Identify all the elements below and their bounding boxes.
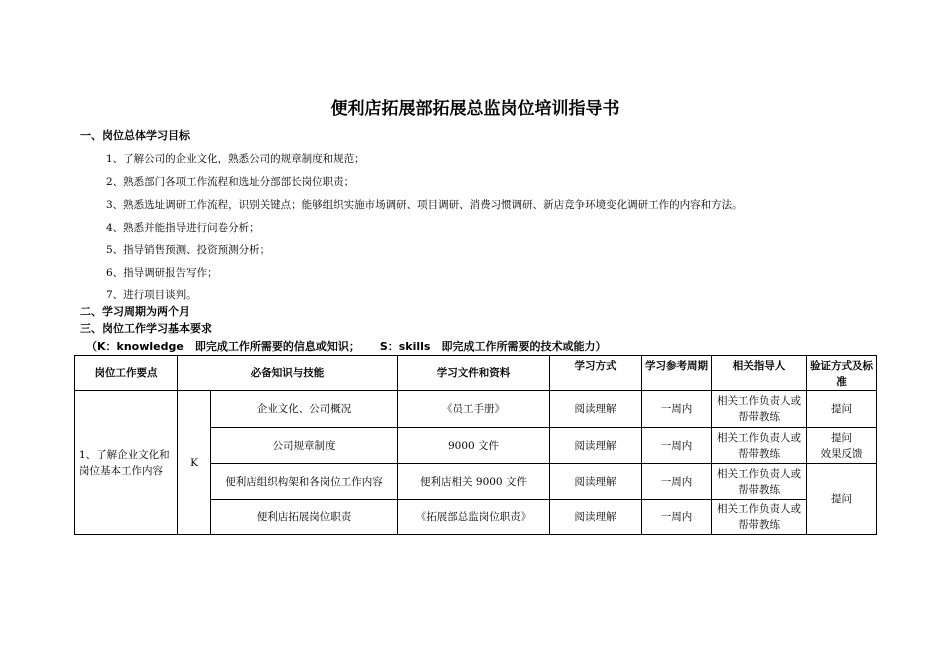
goal-item: 4、熟悉并能指导进行问卷分析； bbox=[106, 222, 260, 234]
header-guide: 相关指导人 bbox=[712, 356, 807, 391]
header-docs: 学习文件和资料 bbox=[398, 356, 550, 391]
table-header-row bbox=[75, 356, 877, 391]
period-cell: 一周内 bbox=[642, 391, 712, 428]
goal-item: 6、指导调研报告写作； bbox=[106, 267, 218, 279]
goal-item: 7、进行项目谈判。 bbox=[106, 289, 197, 301]
section-2-heading: 二、学习周期为两个月 bbox=[80, 305, 190, 318]
knowledge-cell: 便利店组织构架和各岗位工作内容 bbox=[211, 464, 398, 500]
method-cell: 阅读理解 bbox=[550, 428, 642, 464]
method-cell: 阅读理解 bbox=[550, 500, 642, 535]
type-cell: K bbox=[178, 391, 211, 535]
method-cell: 阅读理解 bbox=[550, 391, 642, 428]
goal-item: 3、熟悉选址调研工作流程，识别关键点；能够组织实施市场调研、项目调研、消费习惯调研、新店竞争环境变化调研工作的内容和方法。 bbox=[106, 199, 743, 211]
docs-cell: 9000 文件 bbox=[398, 428, 550, 464]
knowledge-cell: 便利店拓展岗位职责 bbox=[211, 500, 398, 535]
training-table bbox=[74, 355, 877, 535]
legend-note bbox=[86, 340, 606, 354]
docs-cell: 《员工手册》 bbox=[398, 391, 550, 428]
goal-item: 1、了解公司的企业文化，熟悉公司的规章制度和规范； bbox=[106, 153, 365, 165]
legend-s: S：skills 即完成工作所需要的技术或能力） bbox=[379, 340, 607, 353]
period-cell: 一周内 bbox=[642, 428, 712, 464]
header-point: 岗位工作要点 bbox=[75, 356, 178, 391]
work-point-cell: 1、了解企业文化和岗位基本工作内容 bbox=[75, 391, 178, 535]
guide-cell: 相关工作负责人或帮带教练 bbox=[712, 391, 807, 428]
goal-item: 5、指导销售预测、投资预测分析； bbox=[106, 244, 271, 256]
goal-item: 2、熟悉部门各项工作流程和选址分部部长岗位职责； bbox=[106, 176, 355, 188]
knowledge-cell: 企业文化、公司概况 bbox=[211, 391, 398, 428]
legend-k: （K：knowledge 即完成工作所需要的信息或知识； bbox=[86, 340, 360, 353]
guide-cell: 相关工作负责人或帮带教练 bbox=[712, 464, 807, 500]
header-method: 学习方式 bbox=[550, 356, 642, 391]
period-cell: 一周内 bbox=[642, 500, 712, 535]
header-verify: 验证方式及标准 bbox=[807, 356, 877, 391]
docs-cell: 《拓展部总监岗位职责》 bbox=[398, 500, 550, 535]
guide-cell: 相关工作负责人或帮带教练 bbox=[712, 428, 807, 464]
docs-cell: 便利店相关 9000 文件 bbox=[398, 464, 550, 500]
knowledge-cell: 公司规章制度 bbox=[211, 428, 398, 464]
section-1-heading: 一、岗位总体学习目标 bbox=[80, 129, 190, 142]
document-title: 便利店拓展部拓展总监岗位培训指导书 bbox=[330, 99, 620, 119]
header-period: 学习参考周期 bbox=[642, 356, 712, 391]
method-cell: 阅读理解 bbox=[550, 464, 642, 500]
verify-cell: 提问 效果反馈 bbox=[807, 428, 877, 464]
section-3-heading: 三、岗位工作学习基本要求 bbox=[80, 322, 212, 335]
period-cell: 一周内 bbox=[642, 464, 712, 500]
header-knowledge: 必备知识与技能 bbox=[178, 356, 398, 391]
verify-cell: 提问 bbox=[807, 391, 877, 428]
verify-cell: 提问 bbox=[807, 464, 877, 535]
table-row bbox=[75, 391, 877, 428]
guide-cell: 相关工作负责人或帮带教练 bbox=[712, 500, 807, 535]
